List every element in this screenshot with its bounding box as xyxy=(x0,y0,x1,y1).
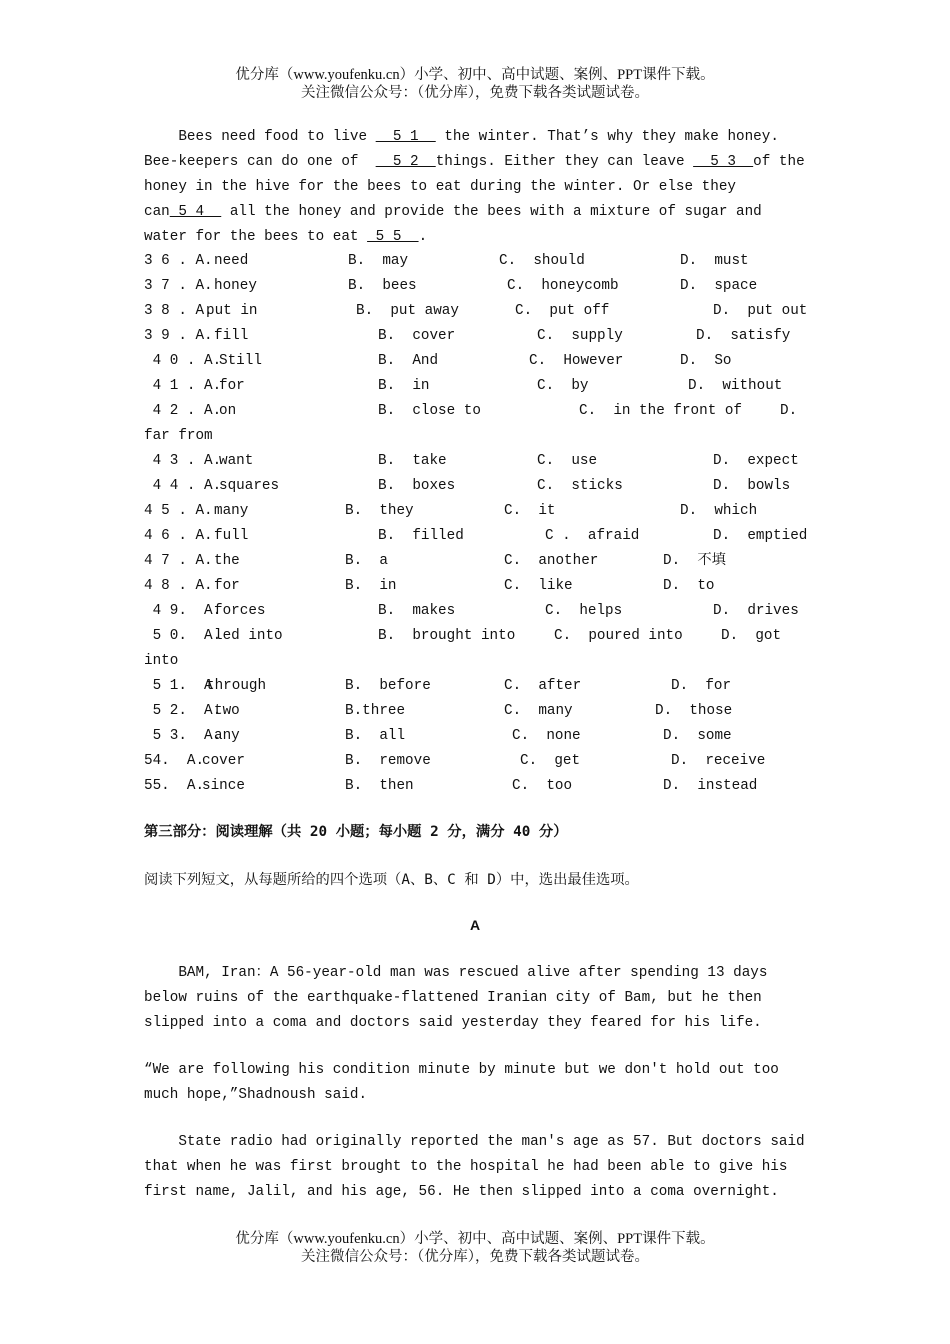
option-d: D. satisfy xyxy=(696,328,791,344)
option-d: D. those xyxy=(655,703,733,719)
option-b: B. boxes xyxy=(378,478,456,494)
question-number: 3 7 . A. xyxy=(144,278,213,294)
option-c: C. sticks xyxy=(537,478,623,494)
option-a: squares xyxy=(219,478,280,494)
option-d: D. drives xyxy=(713,603,799,619)
passage-text: of the honey in the hive for the bees to eat during the winter. Or else they can xyxy=(144,154,814,220)
passage-text: the winter. That’s why they make honey. Bee-keepers can do one of xyxy=(144,129,788,170)
option-b: B. take xyxy=(378,453,447,469)
option-b: B. bees xyxy=(348,278,417,294)
option-d: D. without xyxy=(688,378,783,394)
option-a: full xyxy=(214,528,249,544)
option-d: D. bowls xyxy=(713,478,791,494)
passage-text: Bees need food to live xyxy=(144,129,376,145)
option-b: B. before xyxy=(345,678,431,694)
option-b: B. And xyxy=(378,353,439,369)
question-number: 54. A. xyxy=(144,753,205,769)
option-b: B.three xyxy=(345,703,406,719)
option-c: C. in the front of xyxy=(579,403,743,419)
option-b: B. remove xyxy=(345,753,431,769)
option-c: C. after xyxy=(504,678,582,694)
question-continuation: into xyxy=(144,653,179,669)
question-number: 4 0 . A. xyxy=(144,353,222,369)
option-d: D. emptied xyxy=(713,528,808,544)
blank-51: 5 1 xyxy=(375,129,436,145)
option-d: D. expect xyxy=(713,453,799,469)
option-b: B. in xyxy=(378,378,430,394)
option-d: D. space xyxy=(680,278,758,294)
option-a: for xyxy=(214,578,240,594)
option-c: C. get xyxy=(520,753,581,769)
option-a: the xyxy=(214,553,240,569)
option-c: C. use xyxy=(537,453,598,469)
question-number: 4 3 . A. xyxy=(144,453,222,469)
header-line-1: 优分库（www.youfenku.cn）小学、初中、高中试题、案例、PPT课件下载。 xyxy=(235,67,715,83)
question-number: 4 1 . A. xyxy=(144,378,222,394)
option-c: C. should xyxy=(499,253,585,269)
option-d: D. 不填 xyxy=(663,553,726,569)
article-paragraph-3: State radio had originally reported the man's age as 57. But doctors said that when he was first brought to the hospital he had been able to give his first name, Jalil, and his age, 56. He then slipped into a coma overnight. xyxy=(144,1134,814,1200)
option-c: C. none xyxy=(512,728,581,744)
option-a: need xyxy=(214,253,249,269)
question-number: 5 1. A xyxy=(144,678,213,694)
option-a: led into xyxy=(214,628,283,644)
option-d: D. to xyxy=(663,578,715,594)
option-a: honey xyxy=(214,278,257,294)
option-c: C. it xyxy=(504,503,556,519)
option-d: D. must xyxy=(680,253,749,269)
question-number: 4 8 . A. xyxy=(144,578,213,594)
question-number: 5 3. A. xyxy=(144,728,222,744)
option-b: B. put away xyxy=(356,303,459,319)
question-number: 4 7 . A. xyxy=(144,553,213,569)
question-number: 55. A. xyxy=(144,778,205,794)
option-d: D. which xyxy=(680,503,758,519)
question-number: 4 2 . A. xyxy=(144,403,222,419)
option-d: D. So xyxy=(680,353,732,369)
option-b: B. close to xyxy=(378,403,481,419)
question-number: 4 5 . A. xyxy=(144,503,213,519)
option-c: C . afraid xyxy=(545,528,640,544)
option-d: D. instead xyxy=(663,778,758,794)
question-number: 5 2. A. xyxy=(144,703,222,719)
footer-line-1: 优分库（www.youfenku.cn）小学、初中、高中试题、案例、PPT课件下载。 xyxy=(235,1231,715,1247)
blank-52: 5 2 xyxy=(375,154,436,170)
option-b: B. brought into xyxy=(378,628,516,644)
option-a: two xyxy=(214,703,240,719)
page-header xyxy=(0,66,950,102)
option-c: C. honeycomb xyxy=(507,278,619,294)
header-line-2: 关注微信公众号：（优分库），免费下载各类试题试卷。 xyxy=(301,85,649,101)
part3-instruction: 阅读下列短文，从每题所给的四个选项（A、B、C 和 D）中，选出最佳选项。 xyxy=(144,872,639,888)
option-c: C. supply xyxy=(537,328,623,344)
option-b: B. makes xyxy=(378,603,456,619)
option-b: B. a xyxy=(345,553,388,569)
question-number: 5 0. A. xyxy=(144,628,222,644)
option-a: since xyxy=(202,778,245,794)
part3-title: 第三部分：阅读理解（共 20 小题；每小题 2 分，满分 40 分） xyxy=(144,824,568,840)
footer-line-2: 关注微信公众号：（优分库），免费下载各类试题试卷。 xyxy=(301,1249,649,1265)
option-c: C. too xyxy=(512,778,573,794)
option-c: C. helps xyxy=(545,603,623,619)
question-number: 4 6 . A. xyxy=(144,528,213,544)
option-b: B. filled xyxy=(378,528,464,544)
option-c: C. another xyxy=(504,553,599,569)
option-d: D. for xyxy=(671,678,732,694)
page-footer xyxy=(0,1230,950,1266)
option-d: D. xyxy=(780,403,798,419)
option-a: many xyxy=(214,503,249,519)
question-number: 3 6 . A. xyxy=(144,253,213,269)
option-a: through xyxy=(206,678,267,694)
question-number: 4 9. A. xyxy=(144,603,222,619)
option-b: B. then xyxy=(345,778,414,794)
blank-53: 5 3 xyxy=(693,154,754,170)
option-b: B. they xyxy=(345,503,414,519)
option-d: D. some xyxy=(663,728,732,744)
article-paragraph-2: “We are following his condition minute by minute but we don't hold out too much hope,”Shadnoush said. xyxy=(144,1062,788,1103)
option-a: Still xyxy=(219,353,262,369)
option-a: fill xyxy=(214,328,249,344)
option-b: B. cover xyxy=(378,328,456,344)
passage-text: things. Either they can leave xyxy=(435,154,694,170)
option-c: C. like xyxy=(504,578,573,594)
option-c: C. However xyxy=(529,353,624,369)
option-b: B. may xyxy=(348,253,409,269)
option-c: C. by xyxy=(537,378,589,394)
option-c: C. poured into xyxy=(554,628,683,644)
option-a: want xyxy=(219,453,254,469)
option-a: on xyxy=(219,403,237,419)
cloze-passage xyxy=(144,125,812,250)
blank-54: 5 4 xyxy=(169,204,222,220)
option-a: any xyxy=(214,728,240,744)
option-a: cover xyxy=(202,753,245,769)
option-c: C. put off xyxy=(515,303,610,319)
passage-text: . xyxy=(418,229,428,245)
passage-text: all the honey and provide the bees with a mixture of sugar and water for the bees to eat xyxy=(144,204,771,245)
option-b: B. all xyxy=(345,728,406,744)
option-d: D. put out xyxy=(713,303,808,319)
section-label: A xyxy=(470,917,481,933)
question-number: 3 8 . A. xyxy=(144,303,213,319)
option-b: B. in xyxy=(345,578,397,594)
question-continuation: far from xyxy=(144,428,213,444)
option-a: put in xyxy=(206,303,258,319)
option-d: D. receive xyxy=(671,753,766,769)
article-paragraph-1: BAM, Iran：A 56-year-old man was rescued alive after spending 13 days below ruins of the earthquake-flattened Iranian city of Bam, but he then slipped into a coma and doctors said yesterday they feared for his life. xyxy=(144,965,777,1031)
question-number: 4 4 . A. xyxy=(144,478,222,494)
question-number: 3 9 . A. xyxy=(144,328,213,344)
option-a: forces xyxy=(214,603,266,619)
option-c: C. many xyxy=(504,703,573,719)
option-a: for xyxy=(219,378,245,394)
blank-55: 5 5 xyxy=(367,229,419,245)
option-d: D. got xyxy=(721,628,782,644)
